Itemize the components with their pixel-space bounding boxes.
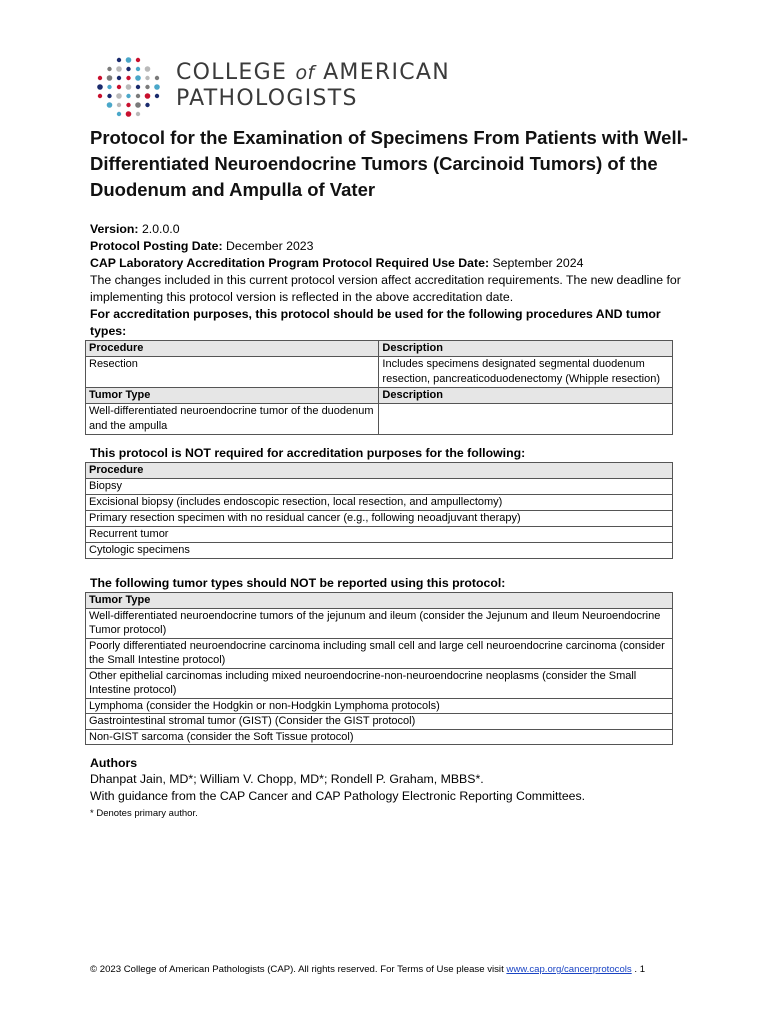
table-row	[86, 543, 673, 559]
logo-dot	[145, 93, 151, 99]
tumor-description-header: Description	[379, 388, 673, 404]
logo-dot	[107, 102, 113, 108]
logo-dot	[98, 94, 102, 98]
logo-dot	[116, 93, 122, 99]
logo-dot	[155, 76, 159, 80]
not-reported-header: Tumor Type	[86, 593, 673, 609]
table-cell: Primary resection specimen with no residual cancer (e.g., following neoadjuvant therapy)	[86, 511, 673, 527]
logo-dot	[117, 76, 121, 80]
table-row	[86, 714, 673, 730]
table-row	[86, 463, 673, 479]
logo-college: COLLEGE	[176, 60, 288, 85]
cap-required-date-label: CAP Laboratory Accreditation Program Protocol Required Use Date:	[90, 256, 490, 270]
cap-required-date-value: September 2024	[492, 256, 584, 270]
table-row	[86, 527, 673, 543]
table-row	[86, 638, 673, 668]
cap-protocols-link[interactable]: www.cap.org/cancerprotocols	[506, 964, 632, 975]
logo-of: of	[295, 62, 315, 84]
version-value: 2.0.0.0	[141, 222, 180, 236]
logo-dot	[145, 76, 149, 80]
cap-logo	[94, 54, 474, 120]
page-footer	[90, 964, 690, 975]
table-cell: Biopsy	[86, 479, 673, 495]
logo-dot	[116, 66, 122, 72]
not-required-table	[85, 462, 673, 559]
copyright-text: © 2023 College of American Pathologists (CAP). All rights reserved. For Terms of Use please visit	[90, 964, 504, 975]
logo-dot	[126, 103, 130, 107]
logo-dot	[136, 112, 140, 116]
logo-dot	[126, 84, 132, 90]
tumor-type-header: Tumor Type	[86, 388, 379, 404]
tumor-type-cell: Well-differentiated neuroendocrine tumor of the duodenum and the ampulla	[86, 404, 379, 435]
table-row	[86, 404, 673, 435]
table-cell: Gastrointestinal stromal tumor (GIST) (Consider the GIST protocol)	[86, 714, 673, 730]
logo-dot	[117, 112, 121, 116]
table-cell: Poorly differentiated neuroendocrine carcinoma including small cell and large cell neuroendocrine carcinoma (consider the Small Intestine protocol)	[86, 638, 673, 668]
authors-names: Dhanpat Jain, MD*; William V. Chopp, MD*; Rondell P. Graham, MBBS*.	[90, 772, 484, 786]
page-number: . 1	[634, 964, 646, 975]
table-cell: Well-differentiated neuroendocrine tumors of the jejunum and ileum (consider the Jejunum and Ileum Neuroendocrine Tumor protocol)	[86, 608, 673, 638]
cap-logo-wordmark	[176, 60, 450, 112]
logo-american: AMERICAN	[323, 60, 451, 85]
table-row	[86, 698, 673, 714]
logo-dot	[107, 85, 111, 89]
table-row	[86, 729, 673, 745]
logo-dot	[136, 58, 140, 62]
logo-dot	[126, 111, 132, 117]
primary-author-note: * Denotes primary author.	[90, 808, 198, 819]
logo-dot	[98, 76, 102, 80]
table-cell: Cytologic specimens	[86, 543, 673, 559]
authors-guidance: With guidance from the CAP Cancer and CAP Pathology Electronic Reporting Committees.	[90, 789, 586, 803]
table-cell: Non-GIST sarcoma (consider the Soft Tissue protocol)	[86, 729, 673, 745]
logo-dot	[126, 57, 132, 63]
procedures-tumor-types-table	[85, 340, 673, 435]
logo-dot	[107, 94, 111, 98]
table-row	[86, 495, 673, 511]
logo-dot	[117, 103, 121, 107]
table-row	[86, 341, 673, 357]
table-row	[86, 668, 673, 698]
protocol-meta	[90, 221, 690, 340]
logo-dot	[126, 67, 130, 71]
table-cell: Recurrent tumor	[86, 527, 673, 543]
cap-logo-dots-icon	[94, 54, 164, 120]
logo-dot	[107, 67, 111, 71]
table-cell: Excisional biopsy (includes endoscopic resection, local resection, and ampullectomy)	[86, 495, 673, 511]
logo-dot	[135, 102, 141, 108]
posting-date-label: Protocol Posting Date:	[90, 239, 223, 253]
document-title: Protocol for the Examination of Specimens From Patients with Well-Differentiated Neuroendocrine Tumors (Carcinoid Tumors) of the Duodenum and Ampulla of Vater	[90, 127, 688, 200]
logo-dot	[145, 66, 151, 72]
logo-pathologists: PATHOLOGISTS	[176, 86, 358, 111]
logo-dot	[97, 84, 103, 90]
table-row	[86, 608, 673, 638]
version-label: Version:	[90, 222, 139, 236]
logo-dot	[136, 94, 140, 98]
logo-dot	[126, 76, 130, 80]
changes-text: The changes included in this current protocol version affect accreditation requirements. The new deadline for implementing this protocol version is reflected in the above accreditation date.	[90, 273, 681, 304]
posting-date-value: December 2023	[225, 239, 314, 253]
logo-dot	[136, 85, 140, 89]
logo-dot	[135, 75, 141, 81]
logo-dot	[117, 58, 121, 62]
procedure-description-cell: Includes specimens designated segmental duodenum resection, pancreaticoduodenectomy (Whipple resection)	[379, 357, 673, 388]
logo-dot	[136, 67, 140, 71]
accreditation-purpose-text: For accreditation purposes, this protocol should be used for the following procedures AND tumor types:	[90, 307, 661, 338]
table-cell: Lymphoma (consider the Hodgkin or non-Hodgkin Lymphoma protocols)	[86, 698, 673, 714]
not-required-heading: This protocol is NOT required for accreditation purposes for the following:	[90, 446, 526, 460]
procedure-cell: Resection	[86, 357, 379, 388]
logo-dot	[155, 94, 159, 98]
authors-heading: Authors	[90, 756, 138, 770]
table-cell: Other epithelial carcinomas including mixed neuroendocrine-non-neuroendocrine neoplasms (consider the Small Intestine protocol)	[86, 668, 673, 698]
table-row	[86, 388, 673, 404]
description-header: Description	[379, 341, 673, 357]
logo-dot	[117, 85, 121, 89]
table-row	[86, 593, 673, 609]
not-reported-table	[85, 592, 673, 745]
table-row	[86, 357, 673, 388]
not-required-header: Procedure	[86, 463, 673, 479]
logo-dot	[126, 94, 130, 98]
procedure-header: Procedure	[86, 341, 379, 357]
logo-dot	[107, 75, 113, 81]
not-reported-heading: The following tumor types should NOT be reported using this protocol:	[90, 576, 506, 590]
logo-dot	[145, 103, 149, 107]
logo-dot	[145, 85, 149, 89]
table-row	[86, 511, 673, 527]
tumor-description-cell	[379, 404, 673, 435]
authors-section	[90, 755, 690, 821]
table-row	[86, 479, 673, 495]
logo-dot	[154, 84, 160, 90]
